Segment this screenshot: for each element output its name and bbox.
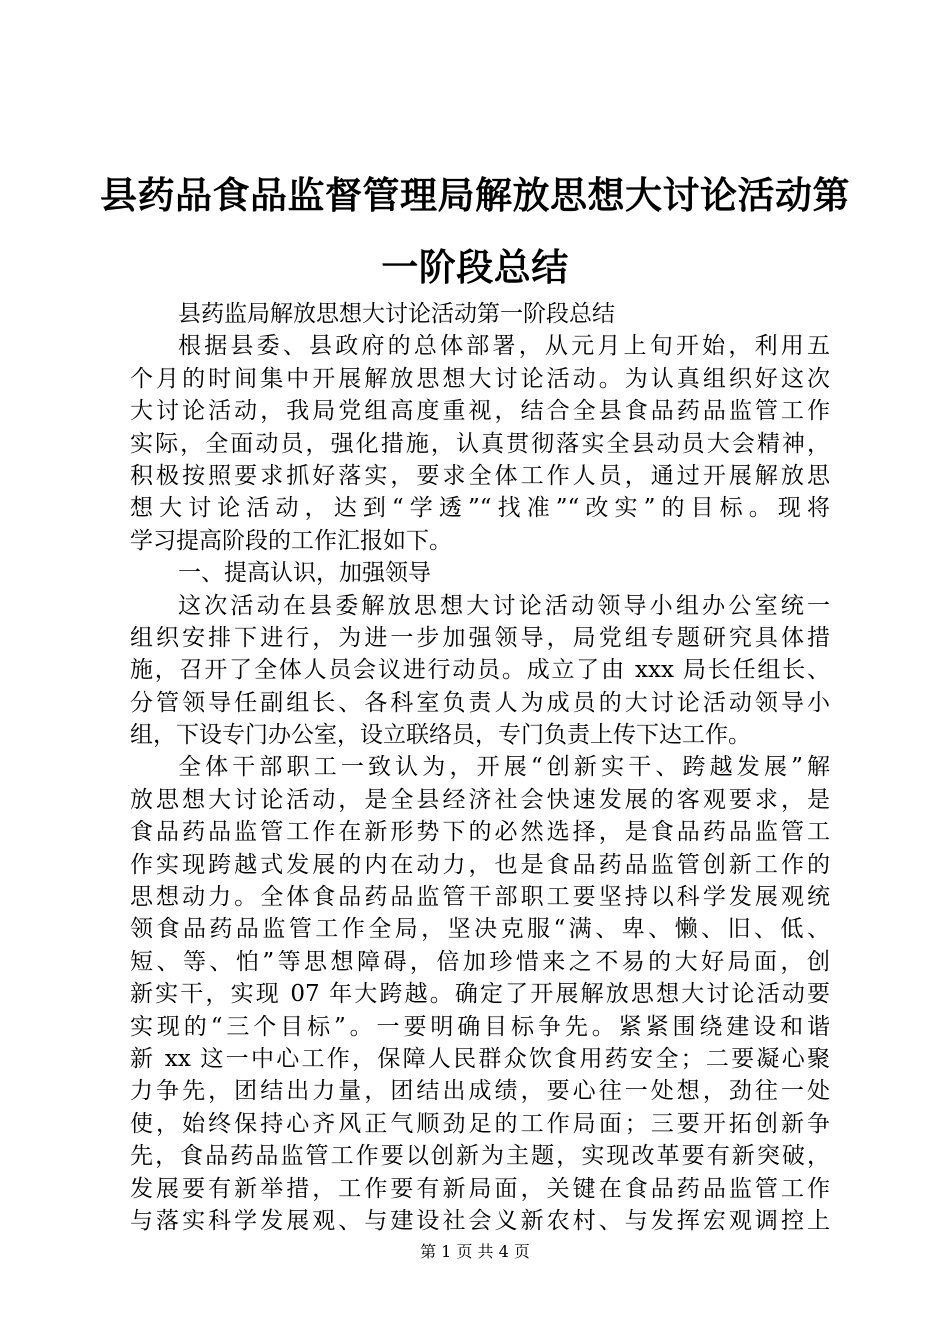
body-line: 组，下设专门办公室，设立联络员，专门负责上传下达工作。 <box>130 722 751 749</box>
body-line: 作实现跨越式发展的内在动力，也是食品药品监管创新工作的 <box>130 851 830 878</box>
body-line: 根据县委、县政府的总体部署，从元月上旬开始，利用五 <box>178 333 830 360</box>
body-line: 短、等、怕”等思想障碍，倍加珍惜来之不易的大好局面，创 <box>130 948 830 975</box>
page-footer: 第 1 页 共 4 页 <box>420 1242 530 1261</box>
document-title <box>100 160 850 304</box>
body-line: 领食品药品监管工作全局，坚决克服“满、卑、懒、旧、低、 <box>130 916 830 943</box>
body-line: 实际，全面动员，强化措施，认真贯彻落实全县动员大会精神， <box>130 430 830 457</box>
body-line: 学习提高阶段的工作汇报如下。 <box>130 527 452 554</box>
body-line: 组织安排下进行，为进一步加强领导，局党组专题研究具体措 <box>130 624 830 651</box>
body-line: 新实干，实现 07 年大跨越。确定了开展解放思想大讨论活动要 <box>130 981 830 1008</box>
body-line: 积极按照要求抓好落实，要求全体工作人员，通过开展解放思 <box>130 462 830 489</box>
body-line: 这次活动在县委解放思想大讨论活动领导小组办公室统一 <box>178 592 830 619</box>
body-line: 个月的时间集中开展解放思想大讨论活动。为认真组织好这次 <box>130 365 830 392</box>
body-line: 县药监局解放思想大讨论活动第一阶段总结 <box>178 301 615 327</box>
body-line: 实现的“三个目标”。一要明确目标争先。紧紧围绕建设和谐 <box>130 1013 830 1040</box>
body-line: 一、提高认识，加强领导 <box>178 560 431 587</box>
body-line: 放思想大讨论活动，是全县经济社会快速发展的客观要求，是 <box>130 786 830 813</box>
body-line: 大讨论活动，我局党组高度重视，结合全县食品药品监管工作 <box>130 398 830 425</box>
body-line: 新 xx 这一中心工作，保障人民群众饮食用药安全；二要凝心聚 <box>130 1045 830 1072</box>
body-line: 思想动力。全体食品药品监管干部职工要坚持以科学发展观统 <box>130 884 830 911</box>
body-line: 食品药品监管工作在新形势下的必然选择，是食品药品监管工 <box>130 819 830 846</box>
body-line: 分管领导任副组长、各科室负责人为成员的大讨论活动领导小 <box>130 689 830 716</box>
body-line: 先，食品药品监管工作要以创新为主题，实现改革要有新突破， <box>130 1143 830 1170</box>
body-line: 全体干部职工一致认为，开展“创新实干、跨越发展”解 <box>178 754 830 781</box>
title-line-2: 一阶段总结 <box>381 246 569 289</box>
body-line: 力争先，团结出力量，团结出成绩，要心往一处想，劲往一处 <box>130 1078 830 1105</box>
body-line: 与落实科学发展观、与建设社会义新农村、与发挥宏观调控上 <box>130 1207 830 1234</box>
body-line: 想大讨论活动，达到“学透”“找准”“改实”的目标。现将 <box>130 495 830 522</box>
body-line: 使，始终保持心齐风正气顺劲足的工作局面；三要开拓创新争 <box>130 1110 830 1137</box>
body-line: 发展要有新举措，工作要有新局面，关键在食品药品监管工作 <box>130 1175 830 1202</box>
title-line-1: 县药品食品监督管理局解放思想大讨论活动第 <box>100 174 850 217</box>
document-body <box>130 298 830 1237</box>
body-line: 施，召开了全体人员会议进行动员。成立了由 xxx 局长任组长、 <box>130 657 830 684</box>
